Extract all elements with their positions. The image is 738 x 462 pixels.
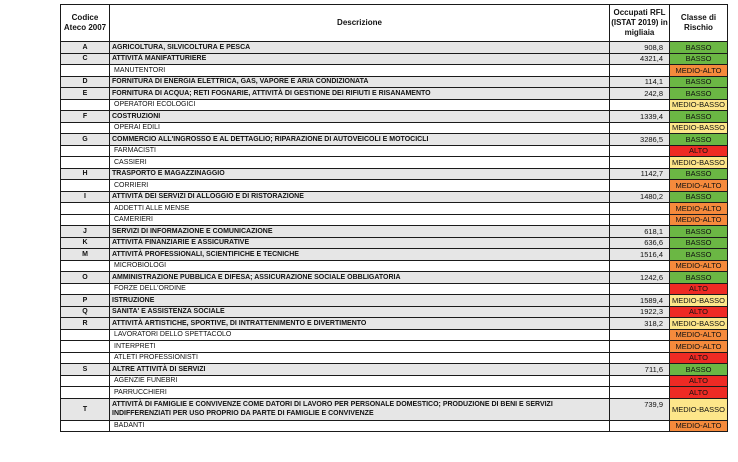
cell-risk: ALTO [670,352,728,364]
cell-code: H [61,168,110,180]
cell-code [61,352,110,364]
table-row [61,329,728,341]
table-row [61,283,728,295]
cell-description: SANITA' E ASSISTENZA SOCIALE [110,306,610,318]
cell-employed: 114,1 [610,76,670,88]
cell-employed [610,157,670,169]
table-body [61,42,728,432]
cell-risk: MEDIO-ALTO [670,65,728,77]
cell-code: O [61,272,110,284]
cell-employed [610,65,670,77]
cell-code: D [61,76,110,88]
cell-description: TRASPORTO E MAGAZZINAGGIO [110,168,610,180]
cell-description: OPERAI EDILI [110,122,610,134]
cell-employed [610,180,670,192]
cell-code [61,122,110,134]
cell-description: FORZE DELL'ORDINE [110,283,610,295]
table-row [61,364,728,376]
cell-code: C [61,53,110,65]
cell-code: G [61,134,110,146]
cell-risk: BASSO [670,226,728,238]
cell-code [61,375,110,387]
cell-code: T [61,398,110,420]
cell-employed [610,99,670,111]
table-row [61,352,728,364]
header-risk: Classe di Rischio [670,5,728,42]
table-row [61,375,728,387]
cell-risk: BASSO [670,111,728,123]
cell-code [61,283,110,295]
cell-risk: MEDIO-BASSO [670,318,728,330]
cell-employed [610,260,670,272]
cell-risk: MEDIO-BASSO [670,157,728,169]
cell-code [61,99,110,111]
cell-employed: 618,1 [610,226,670,238]
cell-employed: 4321,4 [610,53,670,65]
cell-description: FARMACISTI [110,145,610,157]
cell-risk: MEDIO-ALTO [670,260,728,272]
cell-description: COMMERCIO ALL'INGROSSO E AL DETTAGLIO; RIPARAZIONE DI AUTOVEICOLI E MOTOCICLI [110,134,610,146]
table-row [61,191,728,203]
table-row [61,341,728,353]
cell-description: ATTIVITÀ DI FAMIGLIE E CONVIVENZE COME DATORI DI LAVORO PER PERSONALE DOMESTICO; PRODUZIONE DI BENI E SERVIZI INDIFFERENZIATI PER USO PROPRIO DA PARTE DI FAMIGLIE E CONVIVENZE [110,398,610,420]
cell-code [61,329,110,341]
cell-description: LAVORATORI DELLO SPETTACOLO [110,329,610,341]
cell-risk: MEDIO-BASSO [670,99,728,111]
cell-description: INTERPRETI [110,341,610,353]
table-row [61,88,728,100]
cell-description: CAMERIERI [110,214,610,226]
table-row [61,42,728,54]
cell-risk: BASSO [670,249,728,261]
cell-employed [610,420,670,432]
cell-employed: 242,8 [610,88,670,100]
table-row [61,157,728,169]
cell-employed: 1242,6 [610,272,670,284]
cell-code: M [61,249,110,261]
table-row [61,420,728,432]
cell-description: MICROBIOLOGI [110,260,610,272]
cell-employed [610,214,670,226]
table-row [61,145,728,157]
cell-code [61,420,110,432]
cell-code: P [61,295,110,307]
cell-employed: 739,9 [610,398,670,420]
cell-employed [610,329,670,341]
table-row [61,272,728,284]
cell-code: R [61,318,110,330]
cell-description: ATTIVITÀ MANIFATTURIERE [110,53,610,65]
cell-code: E [61,88,110,100]
cell-risk: ALTO [670,283,728,295]
cell-risk: MEDIO-ALTO [670,203,728,215]
cell-risk: BASSO [670,168,728,180]
table-row [61,306,728,318]
risk-table [60,4,728,432]
cell-code [61,203,110,215]
cell-risk: BASSO [670,134,728,146]
cell-description: COSTRUZIONI [110,111,610,123]
header-employed: Occupati RFL (ISTAT 2019) in migliaia [610,5,670,42]
cell-description: ATTIVITÀ PROFESSIONALI, SCIENTIFICHE E TECNICHE [110,249,610,261]
table-row [61,203,728,215]
cell-risk: MEDIO-ALTO [670,420,728,432]
cell-risk: ALTO [670,145,728,157]
cell-employed [610,352,670,364]
cell-code [61,341,110,353]
cell-description: MANUTENTORI [110,65,610,77]
cell-risk: BASSO [670,76,728,88]
cell-code [61,260,110,272]
cell-employed [610,203,670,215]
cell-risk: BASSO [670,42,728,54]
cell-code [61,145,110,157]
table-row [61,122,728,134]
cell-code: S [61,364,110,376]
cell-description: AGENZIE FUNEBRI [110,375,610,387]
cell-employed [610,387,670,399]
cell-description: ATTIVITÀ DEI SERVIZI DI ALLOGGIO E DI RISTORAZIONE [110,191,610,203]
cell-code [61,214,110,226]
cell-employed [610,283,670,295]
table-row [61,168,728,180]
cell-employed: 3286,5 [610,134,670,146]
cell-risk: MEDIO-ALTO [670,341,728,353]
table-row [61,249,728,261]
table-row [61,65,728,77]
cell-employed: 908,8 [610,42,670,54]
cell-description: BADANTI [110,420,610,432]
cell-description: FORNITURA DI ENERGIA ELETTRICA, GAS, VAPORE E ARIA CONDIZIONATA [110,76,610,88]
cell-risk: BASSO [670,88,728,100]
cell-code [61,180,110,192]
table-row [61,134,728,146]
table-row [61,76,728,88]
cell-employed [610,122,670,134]
header-code: Codice Ateco 2007 [61,5,110,42]
cell-risk: BASSO [670,237,728,249]
cell-description: ATTIVITÀ ARTISTICHE, SPORTIVE, DI INTRATTENIMENTO E DIVERTIMENTO [110,318,610,330]
cell-employed: 1339,4 [610,111,670,123]
cell-risk: MEDIO-BASSO [670,122,728,134]
table-row [61,214,728,226]
cell-employed: 1922,3 [610,306,670,318]
table-row [61,318,728,330]
cell-employed: 1142,7 [610,168,670,180]
cell-employed: 636,6 [610,237,670,249]
table-row [61,226,728,238]
cell-risk: BASSO [670,364,728,376]
cell-description: SERVIZI DI INFORMAZIONE E COMUNICAZIONE [110,226,610,238]
cell-employed: 1589,4 [610,295,670,307]
cell-employed: 1516,4 [610,249,670,261]
risk-table-sheet [60,4,725,432]
cell-code: K [61,237,110,249]
cell-code: A [61,42,110,54]
cell-code: F [61,111,110,123]
cell-risk: BASSO [670,191,728,203]
cell-employed: 711,6 [610,364,670,376]
cell-risk: MEDIO-ALTO [670,180,728,192]
cell-description: OPERATORI ECOLOGICI [110,99,610,111]
cell-description: CORRIERI [110,180,610,192]
cell-description: PARRUCCHIERI [110,387,610,399]
cell-employed [610,145,670,157]
cell-description: ALTRE ATTIVITÀ DI SERVIZI [110,364,610,376]
cell-description: ATLETI PROFESSIONISTI [110,352,610,364]
cell-risk: BASSO [670,272,728,284]
cell-description: ATTIVITÀ FINANZIARIE E ASSICURATIVE [110,237,610,249]
table-row [61,295,728,307]
cell-description: AGRICOLTURA, SILVICOLTURA E PESCA [110,42,610,54]
cell-description: AMMINISTRAZIONE PUBBLICA E DIFESA; ASSICURAZIONE SOCIALE OBBLIGATORIA [110,272,610,284]
table-row [61,260,728,272]
cell-code [61,65,110,77]
cell-risk: MEDIO-ALTO [670,329,728,341]
cell-description: CASSIERI [110,157,610,169]
table-row [61,398,728,420]
cell-employed [610,341,670,353]
cell-description: ISTRUZIONE [110,295,610,307]
table-row [61,387,728,399]
cell-risk: ALTO [670,387,728,399]
cell-code [61,157,110,169]
cell-code [61,387,110,399]
table-row [61,99,728,111]
table-header-row [61,5,728,42]
cell-employed: 318,2 [610,318,670,330]
cell-employed: 1480,2 [610,191,670,203]
cell-risk: MEDIO-ALTO [670,214,728,226]
cell-description: ADDETTI ALLE MENSE [110,203,610,215]
cell-code: I [61,191,110,203]
cell-risk: MEDIO-BASSO [670,295,728,307]
cell-code: J [61,226,110,238]
cell-risk: ALTO [670,306,728,318]
cell-risk: BASSO [670,53,728,65]
cell-code: Q [61,306,110,318]
table-row [61,237,728,249]
cell-employed [610,375,670,387]
cell-description: FORNITURA DI ACQUA; RETI FOGNARIE, ATTIVITÀ DI GESTIONE DEI RIFIUTI E RISANAMENTO [110,88,610,100]
table-row [61,53,728,65]
header-description: Descrizione [110,5,610,42]
cell-risk: ALTO [670,375,728,387]
cell-risk: MEDIO-BASSO [670,398,728,420]
table-row [61,111,728,123]
table-row [61,180,728,192]
